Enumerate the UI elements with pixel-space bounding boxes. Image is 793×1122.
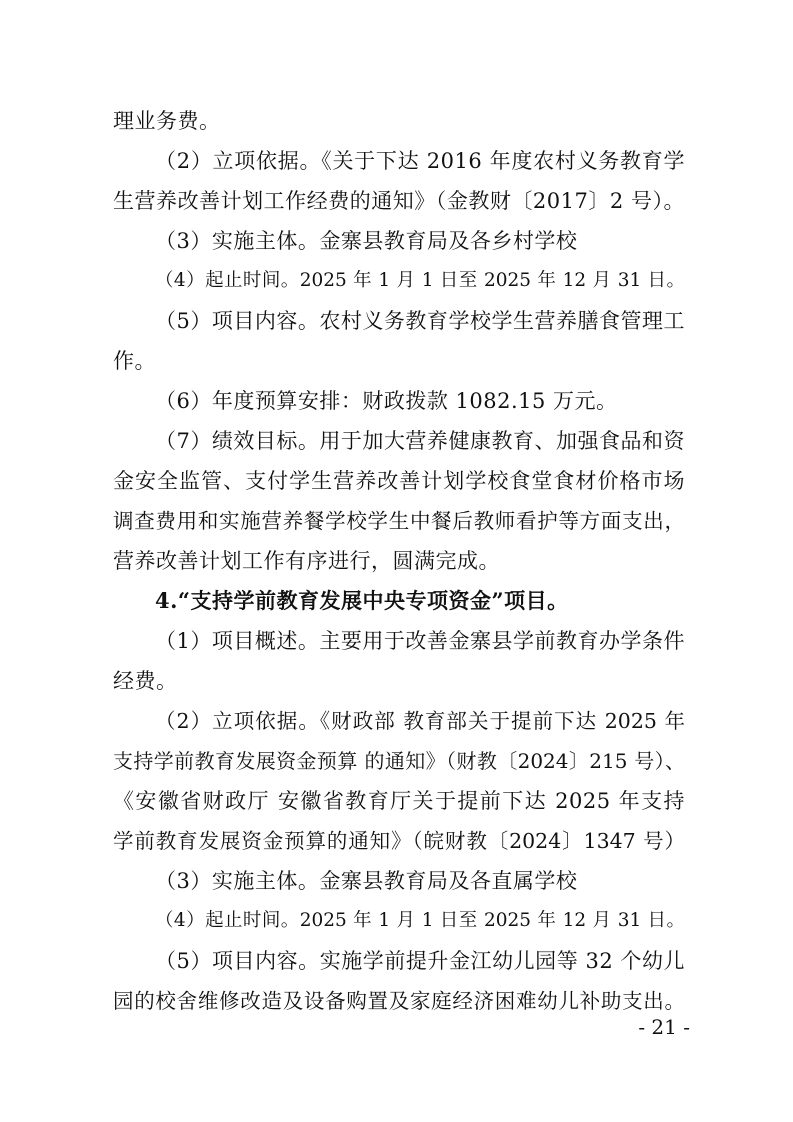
- text-line-15: 经费。: [113, 669, 178, 693]
- page-number: - 21 -: [638, 1015, 690, 1039]
- text-line-6: （5）项目内容。农村义务教育学校学生营养膳食管理工: [155, 309, 685, 333]
- text-line-3: 生营养改善计划工作经费的通知》（金教财〔2017〕2 号）。: [113, 189, 685, 213]
- text-line-21: （4）起止时间。2025 年 1 月 1 日至 2025 年 12 月 31 日。: [155, 910, 685, 931]
- text-line-4: （3）实施主体。金寨县教育局及各乡村学校: [155, 229, 578, 253]
- text-line-18: 《安徽省财政厅 安徽省教育厅关于提前下达 2025 年支持: [113, 789, 685, 813]
- text-line-2: （2）立项依据。《关于下达 2016 年度农村义务教育学: [155, 149, 685, 173]
- text-line-23: 园的校舍维修改造及设备购置及家庭经济困难幼儿补助支出。: [113, 989, 685, 1013]
- text-line-12: 营养改善计划工作有序进行，圆满完成。: [113, 549, 500, 573]
- text-line-7: 作。: [113, 349, 156, 373]
- text-line-14: （1）项目概述。主要用于改善金寨县学前教育办学条件: [155, 629, 685, 653]
- text-line-1: 理业务费。: [113, 109, 221, 133]
- text-line-8: （6）年度预算安排：财政拨款 1082.15 万元。: [155, 389, 618, 413]
- text-line-17: 支持学前教育发展资金预算 的通知》（财教〔2024〕215 号）、: [113, 749, 685, 773]
- text-line-16: （2）立项依据。《财政部 教育部关于提前下达 2025 年: [155, 709, 685, 733]
- text-line-5: （4）起止时间。2025 年 1 月 1 日至 2025 年 12 月 31 日。: [155, 270, 685, 291]
- text-line-10: 金安全监管、支付学生营养改善计划学校食堂食材价格市场: [113, 469, 685, 493]
- text-line-20: （3）实施主体。金寨县教育局及各直属学校: [155, 869, 578, 893]
- text-line-22: （5）项目内容。实施学前提升金江幼儿园等 32 个幼儿: [155, 949, 685, 973]
- text-line-19: 学前教育发展资金预算的通知》（皖财教〔2024〕1347 号）: [113, 829, 685, 853]
- section-heading: 4.“支持学前教育发展中央专项资金”项目。: [155, 588, 569, 613]
- text-line-9: （7）绩效目标。用于加大营养健康教育、加强食品和资: [155, 429, 685, 453]
- text-line-11: 调查费用和实施营养餐学校学生中餐后教师看护等方面支出，: [113, 509, 685, 533]
